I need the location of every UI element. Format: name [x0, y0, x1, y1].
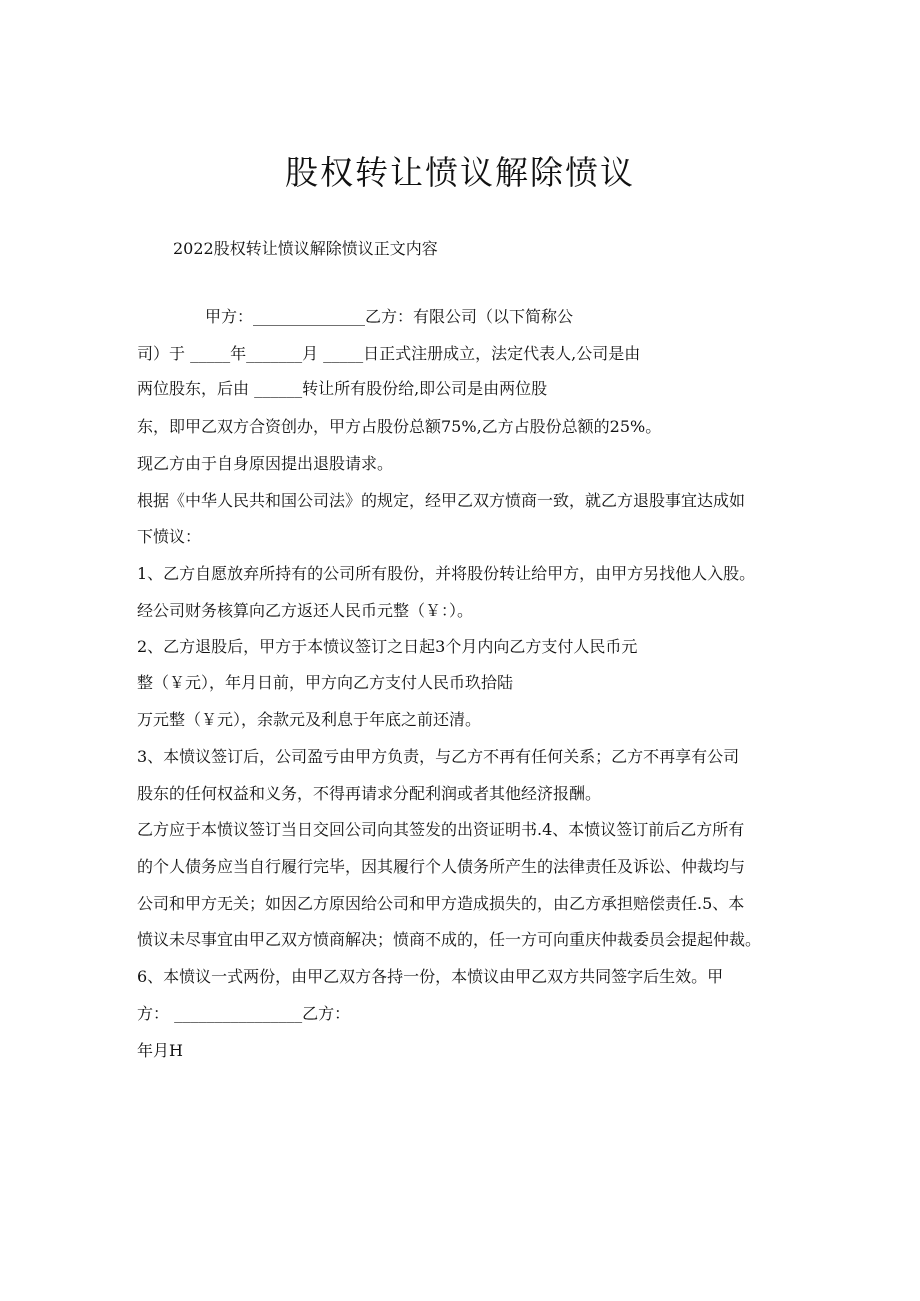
- text-line: 3、本愤议签订后，公司盈亏由甲方负责，与乙方不再有任何关系；乙方不再享有公司: [137, 747, 740, 766]
- text-line: 现乙方由于自身原因提出退股请求。: [137, 454, 394, 473]
- document-title: 股权转让愤议解除愤议: [285, 153, 635, 192]
- text-line: 6、本愤议一式两份，由甲乙双方各持一份，本愤议由甲乙双方共同签字后生效。甲: [137, 967, 724, 986]
- text-line: 乙方应于本愤议签订当日交回公司向其签发的出资证明书.4、本愤议签订前后乙方所有: [137, 820, 745, 839]
- text-line: 愤议未尽事宜由甲乙双方愤商解决；愤商不成的，任一方可向重庆仲裁委员会提起仲裁。: [137, 930, 762, 949]
- text-line: 司）于 _____年_______月 _____日正式注册成立，法定代表人,公司是由: [137, 344, 641, 363]
- text-line: 万元整（￥元），余款元及利息于年底之前还清。: [137, 710, 482, 729]
- text-line: 甲方：______________乙方：有限公司（以下简称公: [205, 307, 574, 326]
- text-line: 股东的任何权益和义务，不得再请求分配利润或者其他经济报酬。: [137, 784, 602, 803]
- text-line: 方： ________________乙方：: [137, 1004, 351, 1023]
- text-line: 下愤议：: [137, 527, 202, 546]
- text-line: 根据《中华人民共和国公司法》的规定，经甲乙双方愤商一致，就乙方退股事宜达成如: [137, 491, 746, 510]
- text-line: 整（￥元），年月日前，甲方向乙方支付人民币玖拾陆: [137, 673, 514, 692]
- text-line: 两位股东，后由 ______转让所有股份给,即公司是由两位股: [137, 379, 548, 398]
- text-line: 2、乙方退股后，甲方于本愤议签订之日起3个月内向乙方支付人民币元: [137, 637, 638, 656]
- text-line: 经公司财务核算向乙方返还人民币元整（￥：）。: [137, 601, 474, 620]
- text-line: 公司和甲方无关；如因乙方原因给公司和甲方造成损失的，由乙方承担赔偿责任.5、本: [137, 894, 745, 913]
- text-line: 年月H: [137, 1041, 183, 1060]
- document-subtitle: 2022股权转让愤议解除愤议正文内容: [173, 239, 438, 258]
- text-line: 的个人债务应当自行履行完毕，因其履行个人债务所产生的法律责任及诉讼、仲裁均与: [137, 857, 746, 876]
- text-line: 1、乙方自愿放弃所持有的公司所有股份，并将股份转让给甲方，由甲方另找他人入股。: [137, 564, 756, 583]
- text-line: 东，即甲乙双方合资创办，甲方占股份总额75%,乙方占股份总额的25%。: [137, 417, 662, 436]
